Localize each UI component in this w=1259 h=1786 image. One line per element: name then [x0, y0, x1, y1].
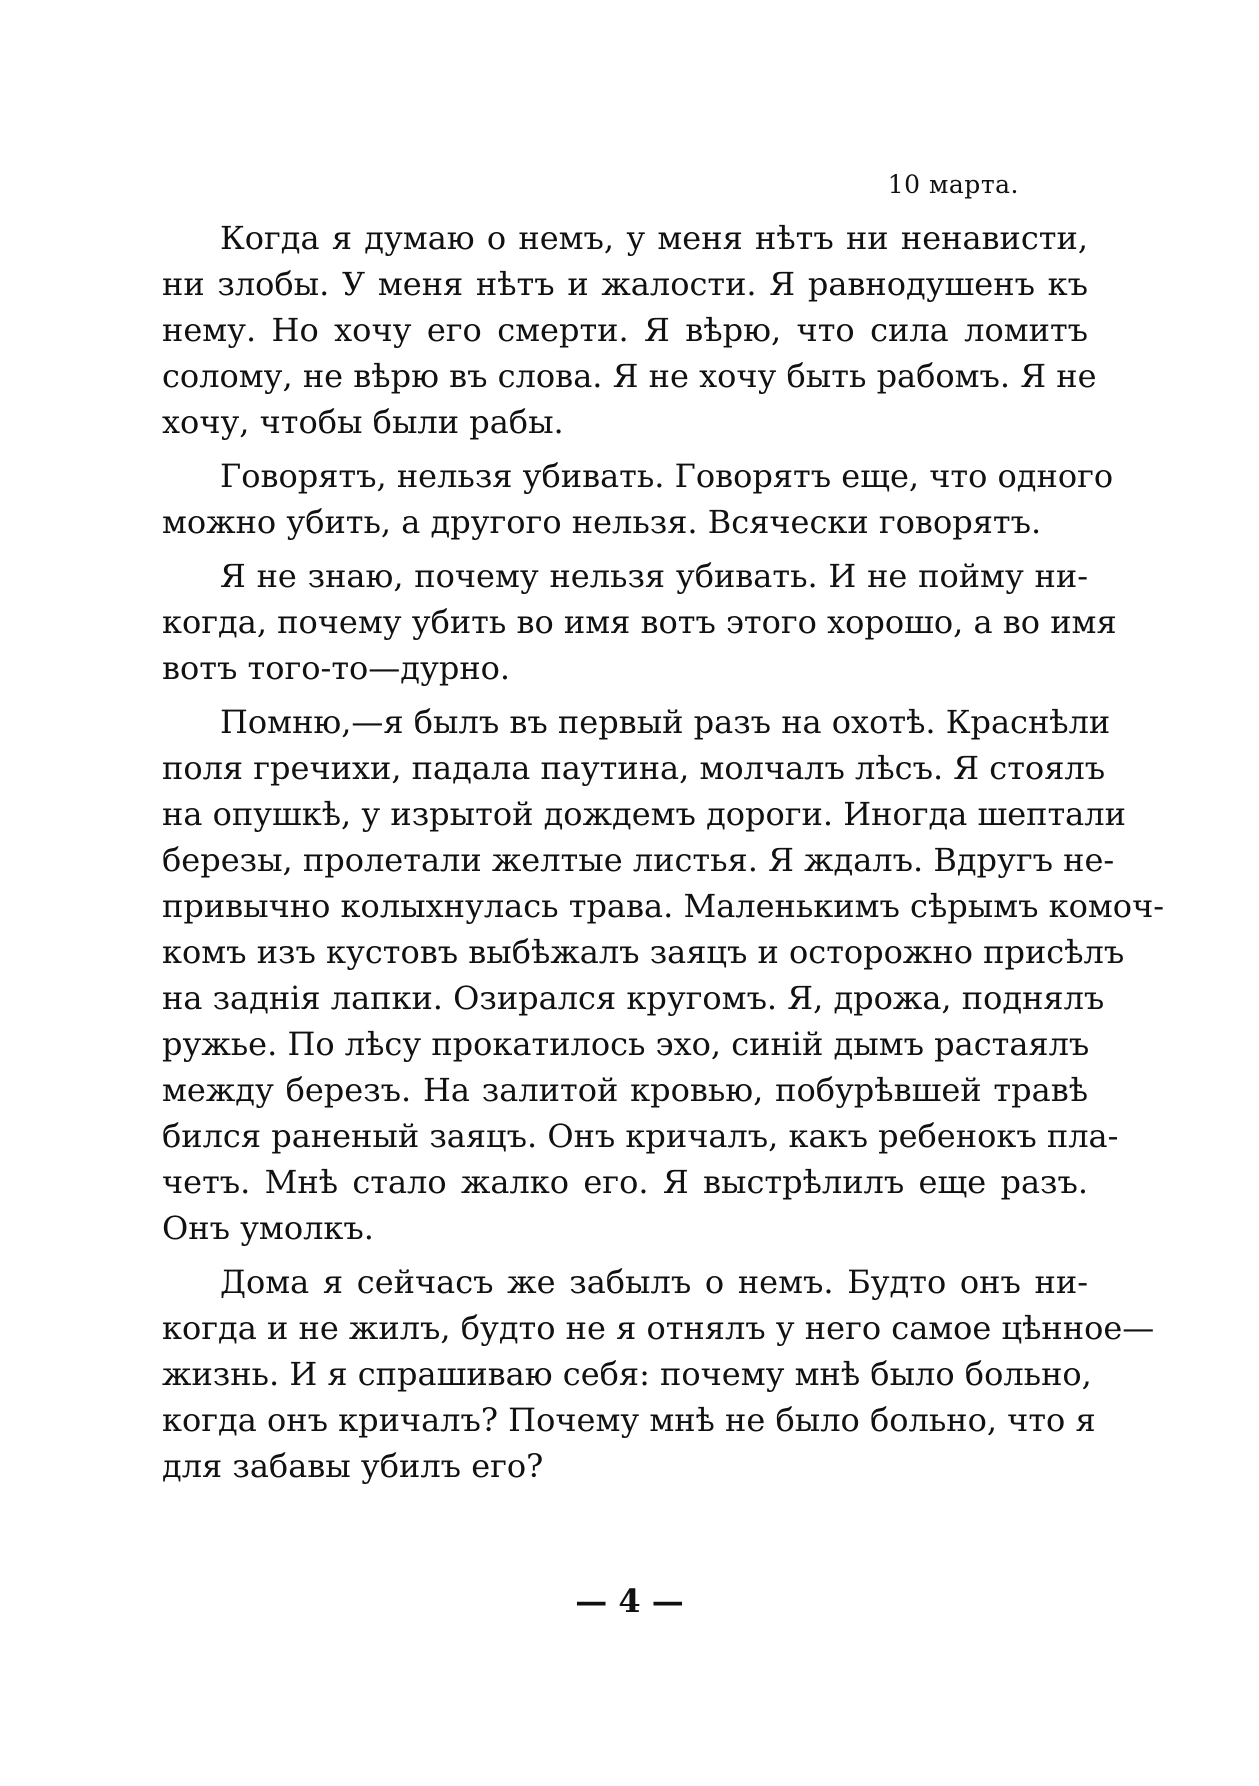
text-line: можно убить, а другого нельзя. Всячески говорятъ.	[162, 503, 1042, 541]
text-line: когда онъ кричалъ? Почему мнѣ не было больно, что я	[162, 1401, 1096, 1439]
text-line: когда и не жилъ, будто не я отнялъ у него самое цѣнное—	[162, 1309, 1155, 1347]
text-line: Когда я думаю о немъ, у меня нѣтъ ни ненависти,	[220, 219, 1088, 257]
entry-date: 10 марта.	[887, 170, 1019, 199]
text-line: хочу, чтобы были рабы.	[162, 403, 564, 441]
text-line: четъ. Мнѣ стало жалко его. Я выстрѣлилъ еще разъ.	[162, 1163, 1088, 1201]
text-line: Помню,—я былъ въ первый разъ на охотѣ. Краснѣли	[220, 703, 1111, 741]
text-line: на заднія лапки. Озирался кругомъ. Я, дрожа, поднялъ	[162, 979, 1105, 1017]
text-line: поля гречихи, падала паутина, молчалъ лѣсъ. Я стоялъ	[162, 749, 1106, 787]
text-line: вотъ того-то—дурно.	[162, 649, 511, 687]
text-line: бился раненый заяцъ. Онъ кричалъ, какъ ребенокъ пла-	[162, 1117, 1119, 1155]
text-line: комъ изъ кустовъ выбѣжалъ заяцъ и осторожно присѣлъ	[162, 933, 1125, 971]
text-line: Онъ умолкъ.	[162, 1209, 374, 1247]
text-line: ни злобы. У меня нѣтъ и жалости. Я равнодушенъ къ	[162, 265, 1088, 303]
text-line: Говорятъ, нельзя убивать. Говорятъ еще, что одного	[220, 457, 1114, 495]
paragraph	[162, 699, 1165, 1251]
text-line: на опушкѣ, у изрытой дождемъ дороги. Иногда шептали	[162, 795, 1126, 833]
paragraph	[162, 1259, 1155, 1489]
text-line: Дома я сейчасъ же забылъ о немъ. Будто онъ ни-	[220, 1263, 1088, 1301]
text-line: для забавы убилъ его?	[162, 1447, 544, 1485]
text-line: между березъ. На залитой кровью, побурѣвшей травѣ	[162, 1071, 1088, 1109]
page-number: — 4 —	[575, 1582, 684, 1620]
paragraph	[162, 215, 1097, 445]
paragraph	[162, 553, 1117, 691]
body-text	[162, 215, 1165, 1497]
text-line: березы, пролетали желтые листья. Я ждалъ. Вдругъ не-	[162, 841, 1115, 879]
text-line: нему. Но хочу его смерти. Я вѣрю, что сила ломитъ	[162, 311, 1088, 349]
text-line: Я не знаю, почему нельзя убивать. И не пойму ни-	[220, 557, 1088, 595]
text-line: жизнь. И я спрашиваю себя: почему мнѣ было больно,	[162, 1355, 1092, 1393]
text-line: привычно колыхнулась трава. Маленькимъ сѣрымъ комоч-	[162, 887, 1165, 925]
text-line: солому, не вѣрю въ слова. Я не хочу быть рабомъ. Я не	[162, 357, 1097, 395]
paragraph	[162, 453, 1114, 545]
text-line: когда, почему убить во имя вотъ этого хорошо, а во имя	[162, 603, 1117, 641]
text-line: ружье. По лѣсу прокатилось эхо, синій дымъ растаялъ	[162, 1025, 1090, 1063]
